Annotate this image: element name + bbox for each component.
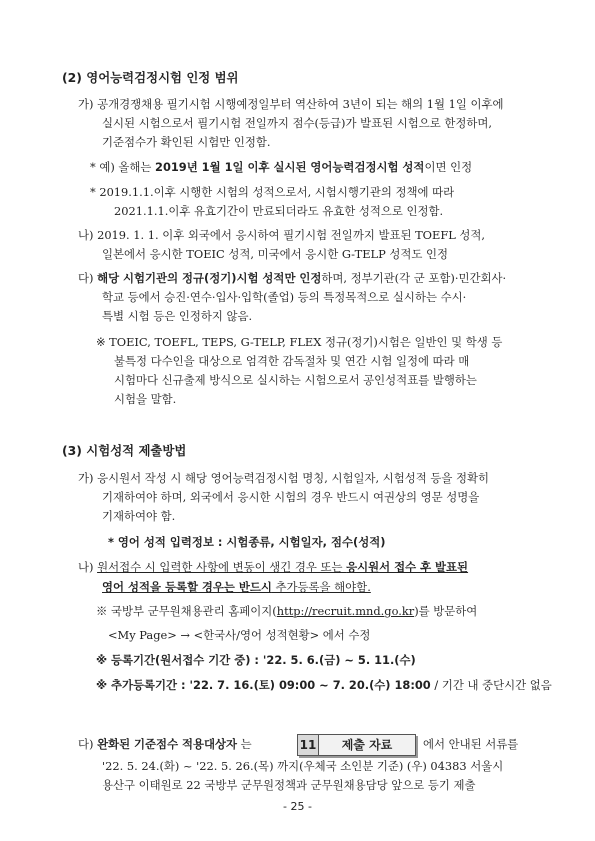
s3-registration-period: ※ 등록기간(원서접수 기간 중) : '22. 5. 6.(금) ~ 5. 11.(수) — [96, 653, 416, 667]
reference-tag-label: 제출 자료 — [341, 738, 393, 752]
s3-na-line2 — [102, 580, 371, 594]
s3-na2-bold: 영어 성적을 등록할 경우는 반드시 — [102, 580, 272, 594]
s3-additional-dates: '22. 7. 16.(토) 09:00 ~ 7. 20.(수) 18:00 — [189, 678, 431, 692]
s2-note-line3: 시험마다 신규출제 방식으로 실시하는 시험으로서 공인성적표를 발행하는 — [114, 373, 477, 387]
s3-da-line2: '22. 5. 24.(화) ~ '22. 5. 26.(목) 까지(우체국 소인분 기준) (우) 04383 서울시 — [102, 759, 504, 773]
s3-da-mid: 는 — [237, 737, 252, 751]
s3-da-line1-suffix: 에서 안내된 서류를 — [423, 737, 519, 751]
s3-da-line1 — [78, 737, 252, 751]
s2-ga-line2: 실시된 시험으로서 필기시험 전일까지 점수(등급)가 발표된 시험으로 한정하며, — [102, 116, 492, 130]
s2-da-prefix: 다) — [78, 271, 98, 285]
s3-ga-line1: 가) 응시원서 작성 시 해당 영어능력검정시험 명칭, 시험일자, 시험성적 등을 정확히 — [78, 471, 490, 485]
s2-validity-line2: 2021.1.1.이후 유효기간이 만료되더라도 유효한 성적으로 인정함. — [114, 204, 444, 218]
s3-homepage-line — [96, 604, 477, 618]
s2-da-line1 — [78, 271, 506, 285]
s3-da-bold: 완화된 기준점수 적용대상자 — [97, 737, 238, 751]
s2-example-prefix: * 예) 올해는 — [90, 160, 156, 174]
s2-ga-line1: 가) 공개경쟁채용 필기시험 시행예정일부터 역산하여 3년이 되는 해의 1월 1일 이후에 — [78, 97, 504, 111]
s3-ga-line3: 기재하여야 함. — [102, 509, 176, 523]
s2-example-suffix: 이면 인정 — [424, 160, 473, 174]
s2-na-line1: 나) 2019. 1. 1. 이후 외국에서 응시하여 필기시험 전일까지 발표된 TOEFL 성적, — [78, 228, 486, 242]
s3-da-line3: 용산구 이태원로 22 국방부 군무원정책과 군무원채용담당 앞으로 등기 제출 — [102, 778, 476, 792]
s3-additional-prefix: ※ 추가등록기간 : — [96, 678, 190, 692]
section-2-heading: (2) 영어능력검정시험 인정 범위 — [62, 70, 239, 85]
s3-additional-suffix: / 기간 내 중단시간 없음 — [430, 678, 552, 692]
s2-note-line1: ※ TOEIC, TOEFL, TEPS, G-TELP, FLEX 정규(정기)시험은 일반인 및 학생 등 — [96, 335, 503, 349]
s2-note-line2: 불특정 다수인을 대상으로 엄격한 감독절차 및 연간 시험 일정에 따라 매 — [114, 354, 470, 368]
s2-validity-line1: * 2019.1.1.이후 시행한 시험의 성적으로서, 시험시행기관의 정책에 따라 — [90, 185, 455, 199]
s3-na-line1 — [78, 560, 468, 574]
section-3-heading: (3) 시험성적 제출방법 — [62, 443, 187, 458]
s2-da-line3: 특별 시험 등은 인정하지 않음. — [102, 309, 253, 323]
recruit-homepage-link[interactable]: http://recruit.mnd.go.kr — [276, 604, 415, 618]
s3-na-prefix: 나) — [78, 560, 98, 574]
reference-tag-submission-materials — [297, 734, 416, 756]
s3-input-info: * 영어 성적 입력정보 : 시험종류, 시험일자, 점수(성적) — [108, 535, 386, 549]
s2-da-suffix: 하며, 정부기관(각 군 포함)·민간회사· — [321, 271, 507, 285]
s2-na-line2: 일본에서 응시한 TOEIC 성적, 미국에서 응시한 G-TELP 성적도 인정 — [102, 247, 449, 261]
s2-example-note — [90, 160, 472, 174]
s3-mypage-path: <My Page> → <한국사/영어 성적현황> 에서 수정 — [108, 628, 371, 642]
s3-na-underlined: 원서접수 시 입력한 사항에 변동이 생긴 경우 또는 — [97, 560, 347, 574]
s3-ga-line2: 기재하여야 하며, 외국에서 응시한 시험의 경우 반드시 여권상의 영문 성명을 — [102, 490, 480, 504]
s2-da-bold: 해당 시험기관의 정규(정기)시험 성적만 인정 — [97, 271, 322, 285]
s3-homepage-prefix: ※ 국방부 군무원채용관리 홈페이지( — [96, 604, 277, 618]
s3-na2-suffix: 추가등록을 해야함. — [271, 580, 371, 594]
s2-ga-line3: 기준점수가 확인된 시험만 인정함. — [102, 135, 271, 149]
s2-note-line4: 시험을 말함. — [114, 392, 177, 406]
page-number: - 25 - — [283, 800, 312, 813]
s3-additional-period — [96, 678, 552, 692]
reference-tag-number: 11 — [298, 735, 319, 755]
s3-da-prefix: 다) — [78, 737, 98, 751]
s3-na-bold: 응시원서 접수 후 발표된 — [346, 560, 469, 574]
s2-example-bold: 2019년 1월 1일 이후 실시된 영어능력검정시험 성적 — [155, 160, 425, 174]
s3-homepage-suffix: )를 방문하여 — [414, 604, 478, 618]
s2-da-line2: 학교 등에서 승진·연수·입사·입학(졸업) 등의 특정목적으로 실시하는 수시· — [102, 290, 467, 304]
